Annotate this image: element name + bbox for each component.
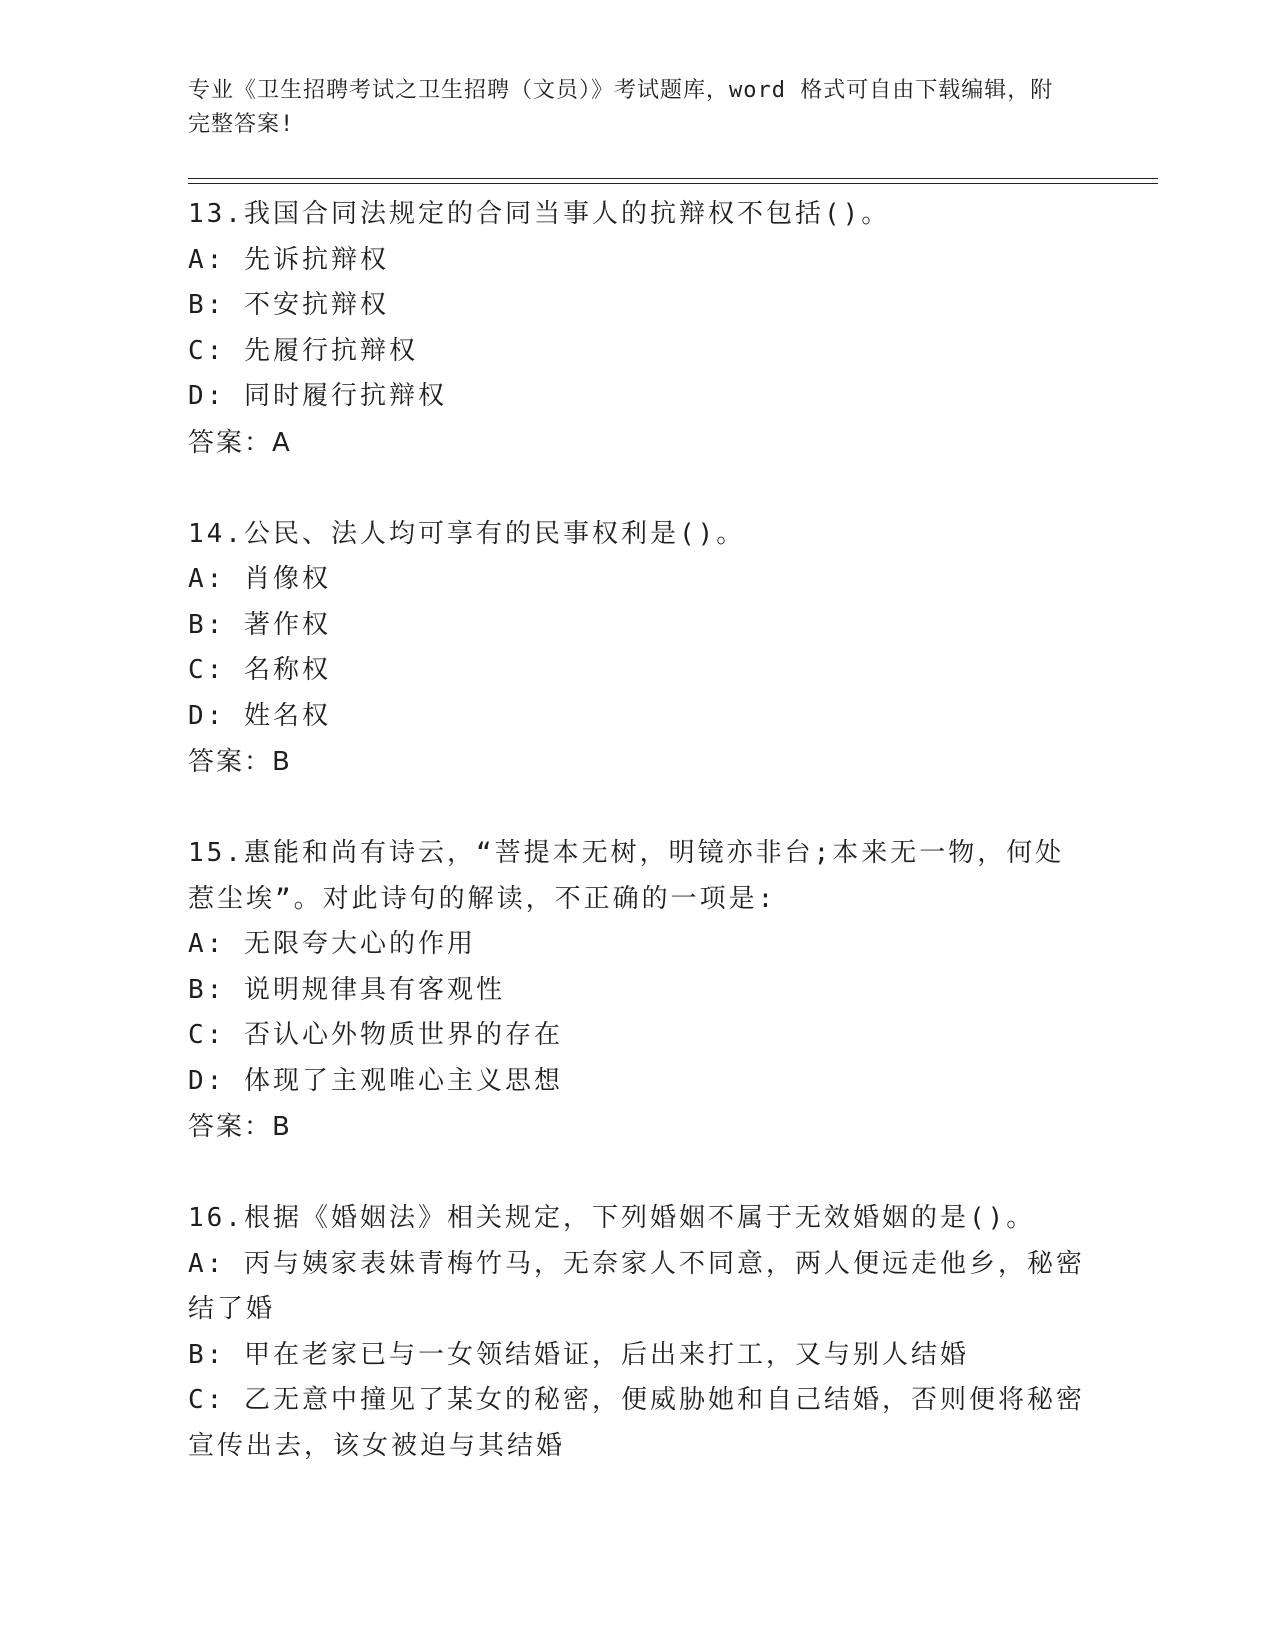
question-15 (188, 831, 1088, 1150)
option-c: C: 名称权 (188, 655, 331, 685)
answer-label: 答案：B (188, 1112, 292, 1142)
header-divider-bottom (188, 183, 1158, 184)
question-16 (188, 1196, 1088, 1469)
option-c: C: 否认心外物质世界的存在 (188, 1020, 563, 1050)
option-b: B: 著作权 (188, 609, 331, 640)
answer-label: 答案：A (188, 427, 292, 458)
option-d: D: 同时履行抗辩权 (188, 381, 447, 411)
question-stem: 16.根据《婚姻法》相关规定，下列婚姻不属于无效婚姻的是()。 (188, 1203, 1036, 1233)
question-list (188, 192, 1088, 1515)
option-a: A: 无限夸大心的作用 (188, 929, 476, 959)
option-a: A: 先诉抗辩权 (188, 244, 389, 275)
question-stem: 13.我国合同法规定的合同当事人的抗辩权不包括()。 (188, 199, 891, 229)
option-a: A: 肖像权 (188, 564, 331, 594)
header-intro: 专业《卫生招聘考试之卫生招聘（文员）》考试题库，word 格式可自由下载编辑，附完整答案! (188, 78, 1054, 137)
option-c: C: 乙无意中撞见了某女的秘密，便威胁她和自己结婚，否则便将秘密宣传出去，该女被迫与其结婚 (188, 1385, 1085, 1461)
option-d: D: 姓名权 (188, 700, 331, 731)
option-c: C: 先履行抗辩权 (188, 335, 418, 366)
option-d: D: 体现了主观唯心主义思想 (188, 1065, 563, 1096)
option-b: B: 不安抗辩权 (188, 290, 389, 320)
answer-label: 答案：B (188, 747, 292, 777)
option-a: A: 丙与姨家表妹青梅竹马，无奈家人不同意，两人便远走他乡，秘密结了婚 (188, 1248, 1085, 1324)
question-14 (188, 512, 1088, 786)
option-b: B: 说明规律具有客观性 (188, 974, 505, 1005)
option-b: B: 甲在老家已与一女领结婚证，后出来打工，又与别人结婚 (188, 1339, 969, 1370)
question-13 (188, 192, 1088, 466)
question-stem: 15.惠能和尚有诗云，“菩提本无树，明镜亦非台;本来无一物，何处惹尘埃”。对此诗句的解读，不正确的一项是: (188, 838, 1065, 914)
header-divider-top (188, 178, 1158, 179)
question-stem: 14.公民、法人均可享有的民事权利是()。 (188, 518, 746, 549)
